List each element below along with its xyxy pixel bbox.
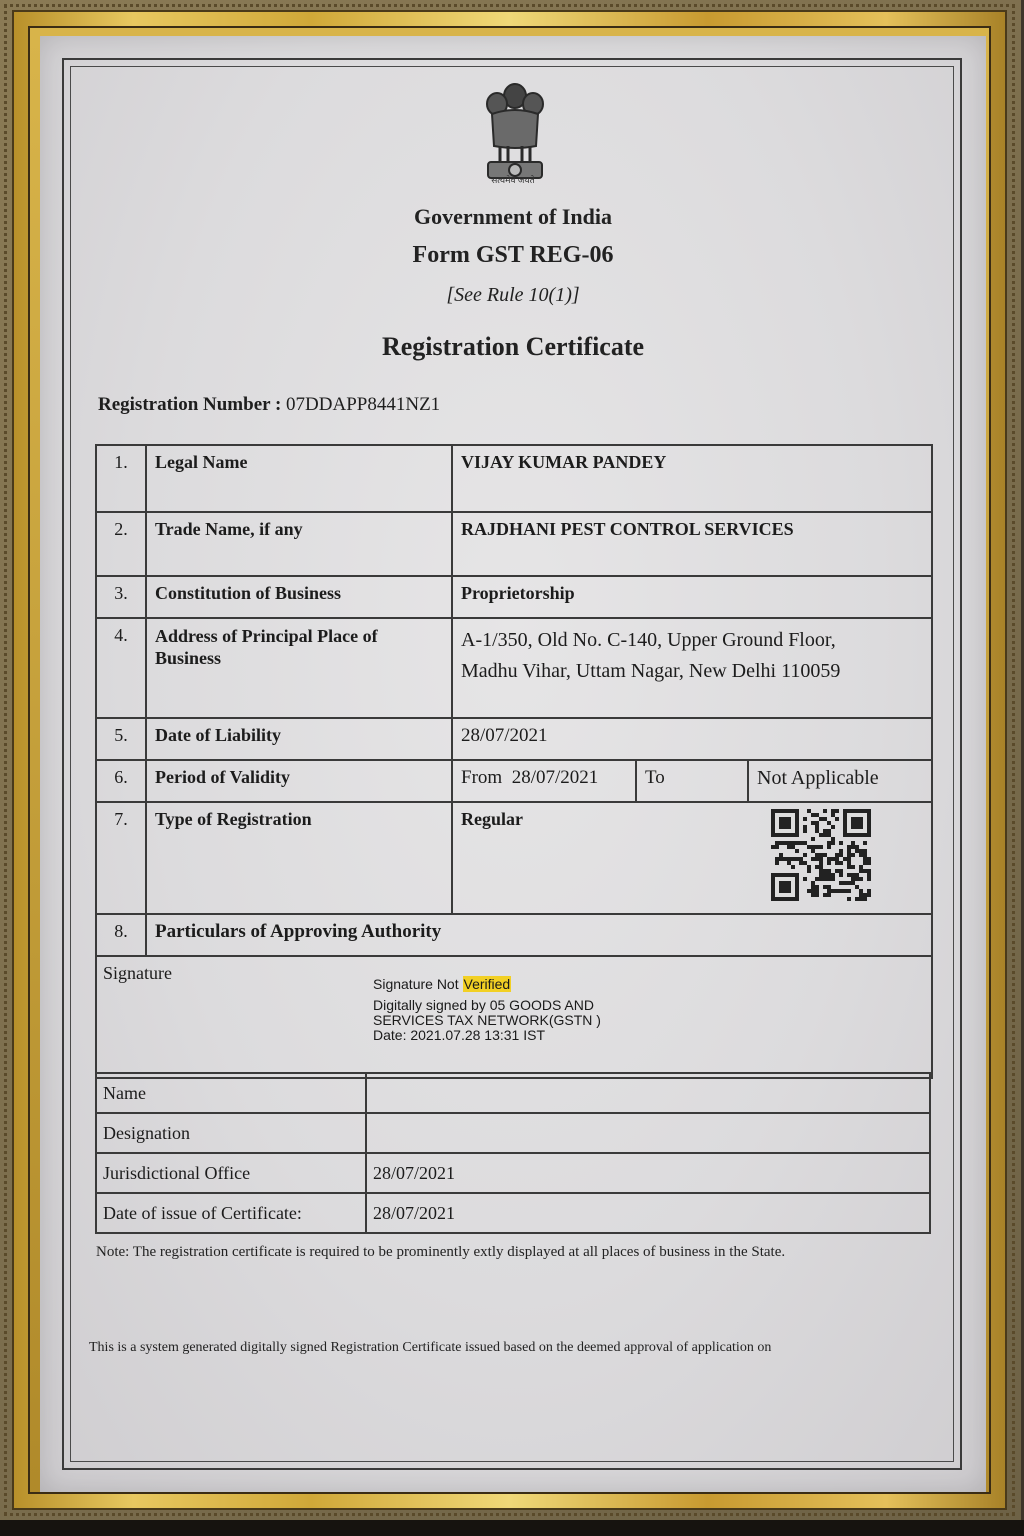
signature-row: [96, 956, 932, 1078]
authority-value: 28/07/2021: [366, 1193, 930, 1233]
table-row: [96, 1193, 930, 1233]
emblem-motto: सत्यमेव जयते: [491, 175, 535, 185]
row-number: 5.: [96, 718, 146, 760]
form-heading: Form GST REG-06: [412, 242, 614, 268]
row-label: Particulars of Approving Authority: [146, 914, 932, 956]
table-row: [96, 914, 932, 956]
row-label: Type of Registration: [146, 802, 452, 914]
row-value: [452, 802, 932, 914]
table-row: [96, 618, 932, 718]
row-value: 28/07/2021: [452, 718, 932, 760]
registration-type-value: Regular: [461, 809, 523, 829]
table-row: [96, 512, 932, 576]
validity-from-value: 28/07/2021: [511, 767, 599, 788]
row-label: Trade Name, if any: [146, 512, 452, 576]
display-note: Note: The registration certificate is required to be prominently extly displayed at all places of business in the State.: [96, 1244, 786, 1260]
validity-from-cell: [452, 760, 636, 802]
registration-number-value: 07DDAPP8441NZ1: [286, 394, 441, 415]
table-row: [96, 1153, 930, 1193]
signature-date: Date: 2021.07.28 13:31 IST: [373, 1027, 546, 1043]
authority-label: Date of issue of Certificate:: [96, 1193, 366, 1233]
table-row: [96, 802, 932, 914]
signed-by-line-2: SERVICES TAX NETWORK(GSTN ): [373, 1012, 601, 1028]
table-row: [96, 445, 932, 512]
row-label: Constitution of Business: [146, 576, 452, 618]
registration-details-table: [95, 444, 933, 1079]
address-line-1: A-1/350, Old No. C-140, Upper Ground Floor,: [461, 629, 836, 651]
qr-code-icon: [771, 809, 871, 901]
row-number: 3.: [96, 576, 146, 618]
frame-shadow: [0, 1520, 1024, 1536]
system-generated-statement: This is a system generated digitally signed Registration Certificate issued based on the deemed approval of application on: [89, 1340, 772, 1355]
row-number: 2.: [96, 512, 146, 576]
digital-signature-stamp: [373, 977, 601, 1043]
table-row: [96, 760, 932, 802]
table-row: [96, 1073, 930, 1113]
validity-to-value: Not Applicable: [748, 760, 932, 802]
rule-reference: [See Rule 10(1)]: [446, 284, 580, 306]
row-number: 4.: [96, 618, 146, 718]
table-row: [96, 576, 932, 618]
row-label: Date of Liability: [146, 718, 452, 760]
certificate-document: [40, 36, 986, 1492]
row-value: VIJAY KUMAR PANDEY: [452, 445, 932, 512]
validity-from-label: From: [461, 767, 503, 788]
signature-status-prefix: Signature Not: [373, 976, 459, 992]
authority-label: Name: [96, 1073, 366, 1113]
row-value: [452, 618, 932, 718]
registration-number-label: Registration Number :: [98, 394, 282, 415]
authority-value: [366, 1073, 930, 1113]
signature-block: [103, 961, 925, 1073]
row-number: 7.: [96, 802, 146, 914]
approving-authority-table: [95, 1072, 931, 1234]
address-line-2: Madhu Vihar, Uttam Nagar, New Delhi 110059: [461, 660, 841, 682]
certificate-title: Registration Certificate: [381, 332, 645, 361]
row-label: Period of Validity: [146, 760, 452, 802]
signed-by-line-1: Digitally signed by 05 GOODS AND: [373, 997, 594, 1013]
row-label: Address of Principal Place of Business: [146, 618, 452, 718]
authority-value: [366, 1113, 930, 1153]
authority-label: Designation: [96, 1113, 366, 1153]
row-value: RAJDHANI PEST CONTROL SERVICES: [452, 512, 932, 576]
authority-label: Jurisdictional Office: [96, 1153, 366, 1193]
row-number: 6.: [96, 760, 146, 802]
signature-label: Signature: [103, 963, 172, 983]
validity-to-label: To: [636, 760, 748, 802]
row-value: Proprietorship: [452, 576, 932, 618]
table-row: [96, 718, 932, 760]
table-row: [96, 1113, 930, 1153]
row-label: Legal Name: [146, 445, 452, 512]
registration-number: [98, 394, 440, 416]
government-heading: Government of India: [414, 204, 612, 229]
row-number: 1.: [96, 445, 146, 512]
row-number: 8.: [96, 914, 146, 956]
authority-value: 28/07/2021: [366, 1153, 930, 1193]
signature-status-highlight: Verified: [463, 976, 511, 992]
